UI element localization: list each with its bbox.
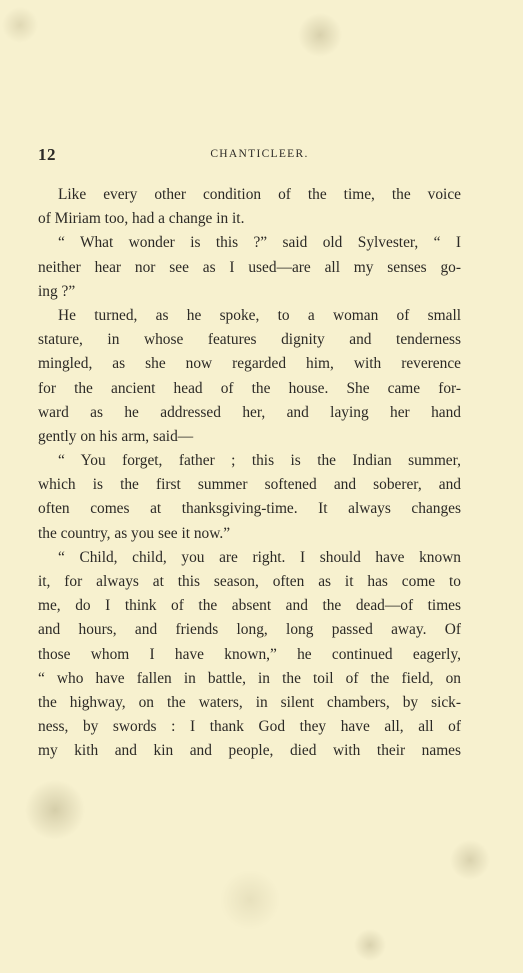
page-number: 12 — [38, 145, 56, 164]
text-line: ing ?” — [38, 282, 76, 300]
text-line: of Miriam too, had a change in it. — [38, 210, 245, 228]
text-line: “ Child, child, you are right. I should have known — [58, 548, 461, 566]
text-line: those whom I have known,” he continued eagerly, — [38, 645, 461, 663]
text-line: “ What wonder is this ?” said old Sylvester, “ I — [58, 234, 461, 252]
text-line: ness, by swords : I thank God they have all, all of — [38, 718, 461, 736]
body-text — [38, 183, 461, 764]
text-line: often comes at thanksgiving-time. It always changes — [38, 500, 461, 518]
running-title: CHANTICLEER. — [210, 148, 309, 160]
text-line: which is the first summer softened and soberer, and — [38, 476, 461, 494]
text-line: ward as he addressed her, and laying her hand — [38, 403, 461, 421]
text-line: the highway, on the waters, in silent chambers, by sick- — [38, 693, 461, 711]
text-line: mingled, as she now regarded him, with reverence — [38, 355, 461, 373]
text-line: “ You forget, father ; this is the Indian summer, — [58, 452, 461, 470]
text-line: it, for always at this season, often as it has come to — [38, 573, 461, 590]
text-line: and hours, and friends long, long passed away. Of — [38, 621, 461, 639]
running-head — [38, 145, 461, 167]
text-line: stature, in whose features dignity and tenderness — [38, 331, 461, 349]
text-line: “ who have fallen in battle, in the toil of the field, on — [38, 669, 461, 687]
text-line: Like every other condition of the time, the voice — [58, 186, 461, 203]
text-line: for the ancient head of the house. She came for- — [38, 379, 461, 397]
text-line: He turned, as he spoke, to a woman of small — [58, 306, 461, 324]
text-line: neither hear nor see as I used—are all my senses go- — [38, 258, 461, 276]
text-line: gently on his arm, said— — [38, 427, 194, 445]
text-line: the country, as you see it now.” — [38, 524, 231, 542]
text-line: my kith and kin and people, died with their names — [38, 742, 461, 760]
text-line: me, do I think of the absent and the dead—of times — [38, 597, 461, 615]
